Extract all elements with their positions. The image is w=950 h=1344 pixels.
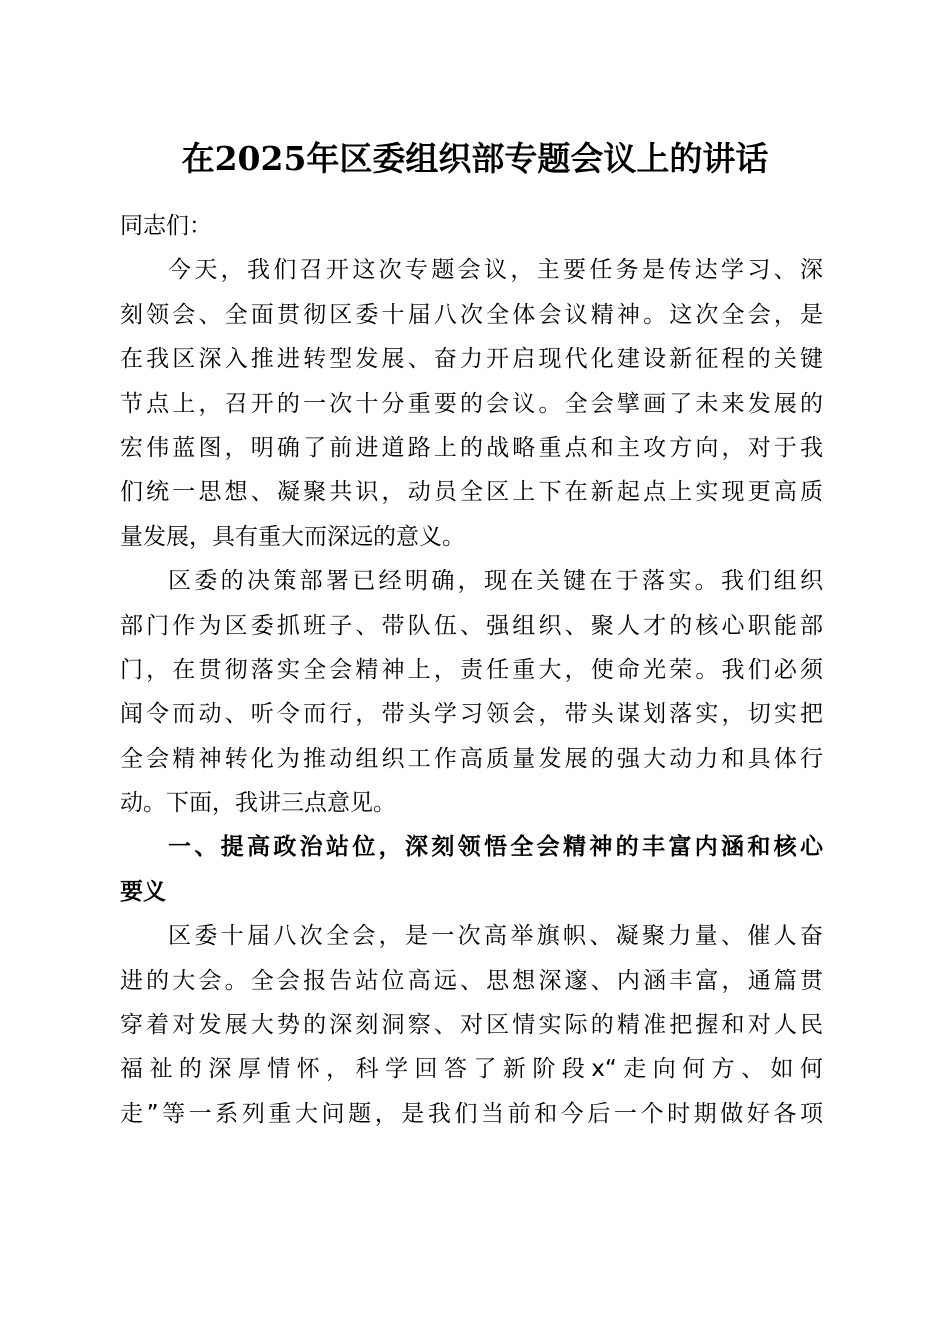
paragraph-line: 走”等一系列重大问题，是我们当前和今后一个时期做好各项 (120, 1100, 823, 1127)
paragraph-line: 部门作为区委抓班子、带队伍、强组织、聚人才的核心职能部 (120, 612, 823, 639)
paragraph-line: 量发展，具有重大而深远的意义。 (120, 523, 465, 550)
paragraph-line: 节点上，召开的一次十分重要的会议。全会擘画了未来发展的 (120, 390, 823, 417)
paragraph-opening (120, 248, 823, 559)
paragraph-line: 进的大会。全会报告站位高远、思想深邃、内涵丰富，通篇贯 (120, 967, 823, 994)
paragraph-line: 门，在贯彻落实全会精神上，责任重大，使命光荣。我们必须 (120, 656, 823, 683)
heading-line: 要义 (120, 878, 166, 905)
paragraph-section-1 (120, 914, 823, 1136)
paragraph-line: 宏伟蓝图，明确了前进道路上的战略重点和主攻方向，对于我 (120, 434, 823, 461)
paragraph-line: 动。下面，我讲三点意见。 (120, 790, 396, 817)
paragraph-line: 区委十届八次全会，是一次高举旗帜、凝聚力量、催人奋 (168, 923, 823, 950)
paragraph-line: 闻令而动、听令而行，带头学习领会，带头谋划落实，切实把 (120, 701, 823, 728)
paragraph-line: 全会精神转化为推动组织工作高质量发展的强大动力和具体行 (120, 745, 823, 772)
paragraph-line: 穿着对发展大势的深刻洞察、对区情实际的精准把握和对人民 (120, 1012, 823, 1039)
paragraph-line: 们统一思想、凝聚共识，动员全区上下在新起点上实现更高质 (120, 479, 823, 506)
heading-line: 一、提高政治站位，深刻领悟全会精神的丰富内涵和核心 (168, 834, 823, 861)
paragraph-line: 福祉的深厚情怀，科学回答了新阶段x“走向何方、如何 (120, 1056, 823, 1083)
section-heading-1 (120, 825, 823, 914)
document-title: 在2025年区委组织部专题会议上的讲话 (181, 139, 769, 178)
paragraph-line: 区委的决策部署已经明确，现在关键在于落实。我们组织 (168, 568, 823, 595)
paragraph-line: 在我区深入推进转型发展、奋力开启现代化建设新征程的关键 (120, 346, 823, 373)
paragraph-line: 今天，我们召开这次专题会议，主要任务是传达学习、深 (168, 257, 823, 284)
paragraph-implementation (120, 559, 823, 825)
document-body (120, 204, 823, 1136)
salutation: 同志们： (120, 213, 212, 239)
paragraph-line: 刻领会、全面贯彻区委十届八次全体会议精神。这次全会，是 (120, 301, 823, 328)
